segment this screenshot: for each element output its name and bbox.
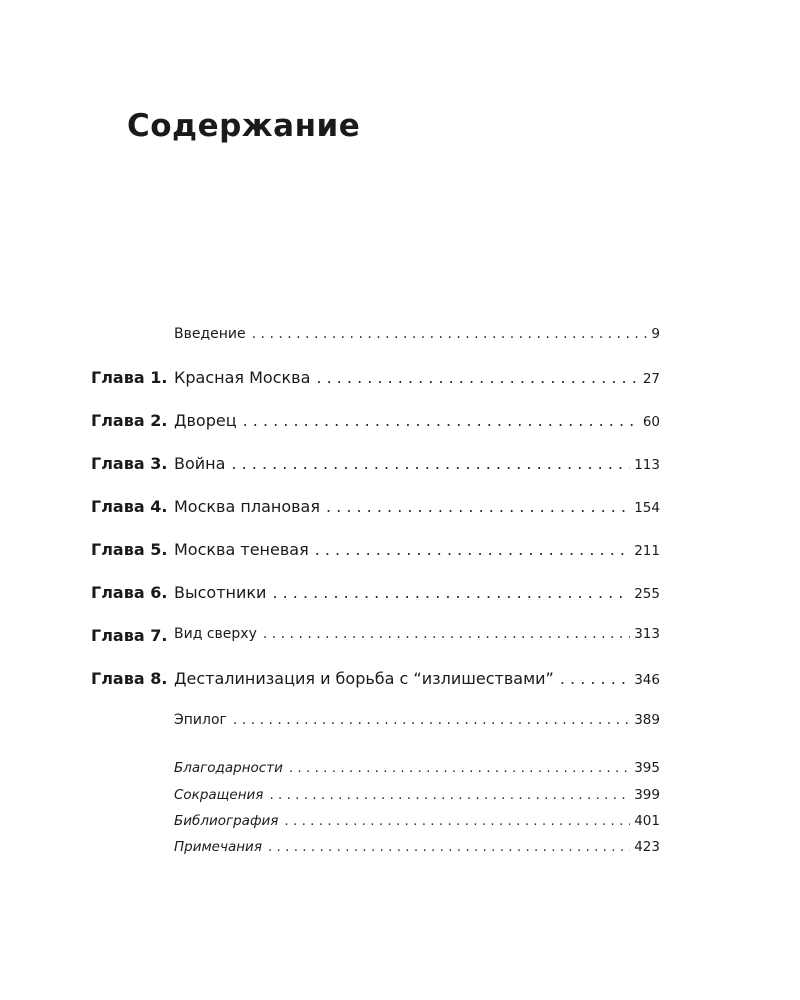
chapter-label: Глава 7. — [91, 626, 168, 645]
toc-entry — [174, 368, 660, 387]
entry-title: Москва плановая — [174, 497, 320, 516]
entry-title: Красная Москва — [174, 368, 311, 387]
dot-leader — [316, 368, 638, 387]
toc-entry — [174, 540, 660, 559]
entry-title: Примечания — [174, 839, 262, 855]
dot-leader — [272, 583, 630, 602]
chapter-label: Глава 2. — [91, 411, 168, 430]
toc-entry — [174, 497, 660, 516]
toc-entry — [174, 813, 660, 829]
entry-title: Десталинизация и борьба с “излишествами” — [174, 669, 554, 688]
page-number: 211 — [630, 543, 660, 559]
entry-title: Эпилог — [174, 712, 227, 728]
toc-entry — [174, 669, 660, 688]
page-number: 255 — [630, 586, 660, 602]
dot-leader — [289, 760, 630, 776]
toc-entry — [174, 760, 660, 776]
toc-entry — [174, 626, 660, 642]
entry-title: Библиография — [174, 813, 279, 829]
chapter-label: Глава 5. — [91, 540, 168, 559]
dot-leader — [269, 787, 630, 803]
page-number: 60 — [639, 414, 660, 430]
page-number: 313 — [630, 626, 660, 642]
entry-title: Сокращения — [174, 787, 264, 803]
dot-leader — [284, 813, 630, 829]
entry-title: Высотники — [174, 583, 267, 602]
page-number: 113 — [630, 457, 660, 473]
page-title: Содержание — [127, 108, 361, 144]
toc-entry — [174, 326, 660, 342]
dot-leader — [231, 454, 630, 473]
toc-entry — [174, 839, 660, 855]
page-number: 399 — [630, 787, 660, 803]
dot-leader — [243, 411, 639, 430]
dot-leader — [268, 839, 630, 855]
dot-leader — [315, 540, 631, 559]
chapter-label: Глава 3. — [91, 454, 168, 473]
dot-leader — [560, 669, 630, 688]
page-number: 395 — [630, 760, 660, 776]
page-number: 346 — [630, 672, 660, 688]
entry-title: Благодарности — [174, 760, 283, 776]
toc-entry — [174, 454, 660, 473]
chapter-label: Глава 6. — [91, 583, 168, 602]
toc-entry — [174, 583, 660, 602]
dot-leader — [326, 497, 630, 516]
entry-title: Война — [174, 454, 226, 473]
entry-title: Вид сверху — [174, 626, 257, 642]
page-number: 423 — [630, 839, 660, 855]
dot-leader — [233, 712, 630, 728]
entry-title: Москва теневая — [174, 540, 309, 559]
dot-leader — [263, 626, 630, 642]
toc-entry — [174, 411, 660, 430]
entry-title: Дворец — [174, 411, 237, 430]
page-number: 154 — [630, 500, 660, 516]
chapter-label: Глава 1. — [91, 368, 168, 387]
entry-title: Введение — [174, 326, 246, 342]
dot-leader — [252, 326, 648, 342]
chapter-label: Глава 4. — [91, 497, 168, 516]
page-number: 401 — [630, 813, 660, 829]
page-number: 389 — [630, 712, 660, 728]
toc-entry — [174, 712, 660, 728]
chapter-label: Глава 8. — [91, 669, 168, 688]
toc-entry — [174, 787, 660, 803]
page-number: 27 — [639, 371, 660, 387]
page-number: 9 — [647, 326, 660, 342]
